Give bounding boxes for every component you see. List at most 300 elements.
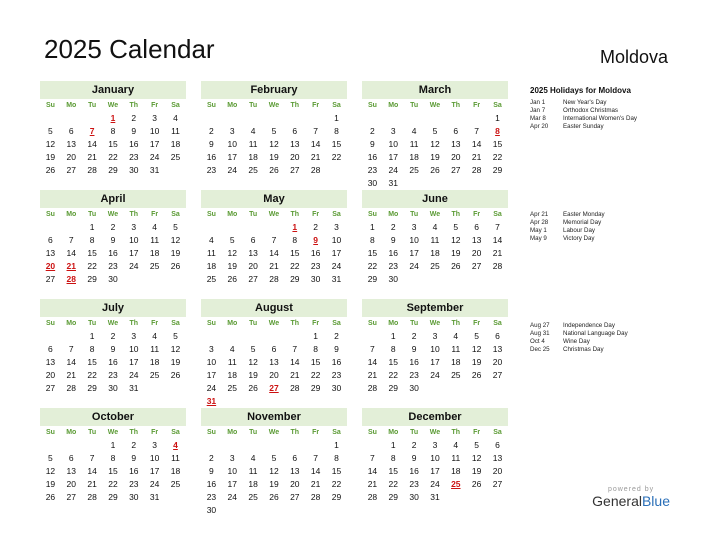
day-cell: 4	[250, 453, 256, 463]
day-cell	[165, 273, 186, 286]
week-row	[201, 164, 347, 177]
day-cell: 27	[66, 165, 76, 175]
week-row	[362, 382, 508, 395]
day-cell: 26	[170, 261, 181, 271]
day-cell: 4	[209, 235, 214, 245]
week-row	[201, 478, 347, 491]
day-cell: 22	[87, 370, 97, 380]
day-cell: 8	[89, 235, 95, 245]
day-cell: 25	[248, 165, 258, 175]
day-cell: 13	[290, 139, 300, 149]
day-cell: 22	[331, 479, 342, 489]
holiday-group	[530, 211, 705, 243]
day-cell: 7	[68, 344, 74, 354]
weekday-label: We	[429, 320, 441, 327]
holiday-date: Aug 31	[530, 330, 550, 337]
day-cell: 7	[68, 235, 74, 245]
holiday-row	[530, 227, 705, 235]
day-cell: 12	[248, 357, 258, 367]
day-cell: 29	[367, 274, 378, 284]
day-cell: 20	[471, 248, 482, 258]
weekday-label: Fr	[312, 211, 320, 218]
day-cell: 7	[313, 453, 318, 463]
day-cell: 1	[110, 113, 116, 123]
day-cell: 25	[248, 492, 258, 502]
day-cell: 13	[45, 357, 56, 367]
day-cell: 25	[451, 479, 461, 489]
weekday-label: Su	[367, 102, 377, 109]
day-cell: 27	[492, 370, 503, 380]
weekday-label: Tu	[410, 320, 419, 327]
day-cell: 5	[271, 453, 277, 463]
week-row	[362, 260, 508, 273]
day-cell: 11	[451, 453, 461, 463]
day-cell: 6	[495, 440, 500, 450]
day-cell: 4	[453, 440, 459, 450]
day-cell: 11	[248, 139, 258, 149]
week-row	[362, 330, 508, 343]
day-cell: 13	[492, 344, 503, 354]
day-cell: 10	[129, 235, 139, 245]
day-cell: 29	[388, 383, 398, 393]
holiday-name: Wine Day	[563, 338, 590, 345]
holiday-name: Orthodox Christmas	[563, 107, 619, 114]
day-cell: 19	[170, 357, 181, 367]
day-cell: 28	[269, 274, 279, 284]
day-cell: 25	[170, 152, 181, 162]
day-cell: 30	[310, 274, 321, 284]
week-row	[201, 247, 347, 260]
day-cell	[305, 395, 326, 408]
weekday-label: We	[268, 102, 280, 109]
day-cell: 19	[248, 370, 258, 380]
day-cell: 31	[430, 492, 440, 502]
day-cell: 17	[227, 152, 237, 162]
day-cell: 6	[474, 222, 479, 232]
week-row	[362, 234, 508, 247]
day-cell	[144, 273, 165, 286]
week-row	[40, 439, 186, 452]
day-cell: 28	[87, 165, 97, 175]
day-cell: 26	[45, 165, 56, 175]
day-cell: 26	[269, 492, 279, 502]
day-cell	[243, 504, 264, 517]
week-row	[40, 112, 186, 125]
day-cell	[222, 112, 243, 125]
day-cell: 18	[170, 466, 181, 476]
week-row	[201, 369, 347, 382]
holiday-date: Oct 4	[530, 338, 545, 345]
day-cell: 6	[271, 344, 277, 354]
day-cell: 30	[367, 178, 378, 188]
holiday-name: New Year's Day	[563, 99, 607, 106]
week-row	[362, 112, 508, 125]
day-cell: 3	[229, 453, 235, 463]
day-cell: 1	[370, 222, 375, 232]
week-row	[201, 504, 347, 517]
day-cell: 17	[149, 466, 160, 476]
weekday-header-row	[201, 208, 347, 221]
day-cell	[264, 439, 285, 452]
month-header: June	[362, 190, 508, 208]
day-cell: 19	[430, 152, 440, 162]
holiday-group	[530, 322, 705, 354]
day-cell	[201, 439, 222, 452]
day-cell: 15	[331, 466, 342, 476]
day-cell	[222, 439, 243, 452]
week-row	[362, 125, 508, 138]
day-cell: 10	[430, 453, 440, 463]
day-cell: 20	[290, 152, 300, 162]
month-december	[362, 408, 508, 504]
day-cell	[284, 330, 305, 343]
weekday-label: We	[107, 429, 119, 436]
day-cell: 26	[248, 383, 258, 393]
day-cell: 25	[170, 479, 181, 489]
day-cell	[61, 330, 82, 343]
day-cell: 13	[269, 357, 279, 367]
weekday-label: Sa	[493, 429, 502, 436]
weekday-label: Su	[367, 320, 377, 327]
day-cell	[144, 382, 165, 395]
day-cell: 3	[131, 331, 137, 341]
day-cell: 18	[227, 370, 237, 380]
day-cell: 6	[48, 235, 53, 245]
day-cell: 19	[45, 479, 56, 489]
day-cell	[466, 112, 487, 125]
weekday-label: Fr	[151, 429, 159, 436]
day-cell: 24	[129, 261, 139, 271]
day-cell: 3	[390, 126, 396, 136]
weekday-label: Th	[129, 211, 139, 218]
day-cell: 19	[269, 479, 279, 489]
holiday-date: Mar 8	[530, 115, 546, 122]
day-cell	[466, 382, 487, 395]
day-cell: 21	[87, 479, 97, 489]
day-cell: 6	[68, 453, 74, 463]
day-cell: 14	[367, 357, 378, 367]
day-cell: 11	[430, 235, 440, 245]
day-cell: 16	[108, 357, 118, 367]
week-row	[362, 491, 508, 504]
day-cell: 30	[388, 274, 398, 284]
week-row	[201, 221, 347, 234]
week-row	[201, 439, 347, 452]
day-cell	[305, 112, 326, 125]
day-cell	[40, 112, 61, 125]
day-cell: 10	[331, 235, 342, 245]
day-cell	[201, 112, 222, 125]
week-row	[201, 138, 347, 151]
day-cell: 16	[331, 357, 342, 367]
week-row	[40, 234, 186, 247]
day-cell: 6	[292, 453, 298, 463]
weekday-label: Th	[451, 320, 461, 327]
week-row	[201, 395, 347, 408]
holiday-date: May 1	[530, 227, 547, 234]
day-cell	[82, 112, 103, 125]
day-cell	[326, 395, 347, 408]
day-cell: 19	[45, 152, 56, 162]
day-cell: 2	[334, 331, 339, 341]
day-cell	[326, 164, 347, 177]
day-cell: 25	[149, 370, 160, 380]
day-cell: 5	[250, 344, 256, 354]
day-cell: 5	[48, 453, 53, 463]
weekday-header-row	[40, 208, 186, 221]
day-cell: 28	[471, 165, 482, 175]
month-january	[40, 81, 186, 177]
day-cell: 24	[227, 492, 237, 502]
weekday-label: Mo	[227, 429, 238, 436]
day-cell: 8	[110, 126, 116, 136]
day-cell: 19	[227, 261, 237, 271]
week-row	[362, 465, 508, 478]
day-cell: 8	[334, 126, 339, 136]
weekday-label: Tu	[88, 102, 97, 109]
month-june	[362, 190, 508, 286]
day-cell: 28	[290, 383, 300, 393]
holiday-row	[530, 99, 705, 107]
day-cell	[61, 439, 82, 452]
day-cell: 4	[173, 440, 178, 450]
day-cell: 29	[87, 274, 97, 284]
day-cell: 26	[45, 492, 56, 502]
day-cell: 8	[390, 453, 396, 463]
day-cell: 20	[492, 466, 503, 476]
day-cell: 28	[492, 261, 503, 271]
week-row	[362, 356, 508, 369]
day-cell: 1	[292, 222, 298, 232]
day-cell: 29	[388, 492, 398, 502]
day-cell: 23	[388, 261, 398, 271]
month-header: April	[40, 190, 186, 208]
day-cell: 8	[334, 453, 339, 463]
weekday-label: Sa	[493, 211, 502, 218]
day-cell: 21	[66, 370, 76, 380]
day-cell	[425, 112, 446, 125]
day-cell: 21	[471, 152, 482, 162]
weekday-label: Tu	[410, 102, 419, 109]
day-cell: 5	[474, 331, 479, 341]
day-cell: 28	[367, 492, 378, 502]
day-cell: 2	[209, 453, 214, 463]
country-name: Moldova	[599, 47, 668, 67]
weekday-label: Mo	[388, 429, 399, 436]
weekday-label: Sa	[332, 211, 341, 218]
day-cell	[383, 112, 404, 125]
holiday-date: Apr 28	[530, 219, 549, 226]
day-cell: 16	[129, 466, 139, 476]
month-header: December	[362, 408, 508, 426]
day-cell: 17	[227, 479, 237, 489]
day-cell: 10	[149, 126, 160, 136]
weekday-label: We	[268, 429, 280, 436]
weekday-label: Sa	[332, 320, 341, 327]
week-row	[362, 369, 508, 382]
month-march	[362, 81, 508, 190]
day-cell	[404, 112, 425, 125]
day-cell: 26	[471, 370, 482, 380]
day-cell: 20	[269, 370, 279, 380]
weekday-label: Th	[451, 102, 461, 109]
day-cell: 26	[430, 165, 440, 175]
weekday-label: We	[107, 102, 119, 109]
day-cell: 22	[290, 261, 300, 271]
month-header: February	[201, 81, 347, 99]
day-cell	[40, 330, 61, 343]
day-cell: 25	[149, 261, 160, 271]
week-row	[40, 125, 186, 138]
day-cell: 28	[66, 383, 76, 393]
day-cell	[284, 504, 305, 517]
day-cell: 22	[87, 261, 97, 271]
day-cell: 1	[89, 331, 95, 341]
week-row	[362, 177, 508, 190]
day-cell: 14	[310, 139, 321, 149]
day-cell: 24	[129, 370, 139, 380]
week-row	[40, 247, 186, 260]
holiday-date: Jan 7	[530, 107, 546, 114]
day-cell: 24	[149, 479, 160, 489]
day-cell: 9	[411, 344, 417, 354]
day-cell: 28	[310, 492, 321, 502]
day-cell: 2	[411, 331, 417, 341]
day-cell: 2	[131, 440, 137, 450]
day-cell: 22	[310, 370, 321, 380]
day-cell: 18	[451, 466, 461, 476]
weekday-label: Su	[45, 211, 55, 218]
day-cell	[61, 112, 82, 125]
day-cell: 2	[411, 440, 417, 450]
day-cell: 14	[290, 357, 300, 367]
day-cell: 23	[108, 261, 118, 271]
day-cell: 1	[495, 113, 500, 123]
day-cell: 20	[66, 479, 76, 489]
weekday-label: We	[429, 429, 441, 436]
holiday-date: Jan 1	[530, 99, 546, 106]
month-november	[201, 408, 347, 517]
weekday-label: Sa	[171, 102, 180, 109]
day-cell: 8	[89, 344, 95, 354]
day-cell: 24	[227, 165, 237, 175]
day-cell: 2	[110, 222, 116, 232]
day-cell	[445, 177, 466, 190]
day-cell: 26	[269, 165, 279, 175]
day-cell: 9	[131, 126, 137, 136]
weekday-header-row	[362, 99, 508, 112]
day-cell: 13	[492, 453, 503, 463]
month-header: July	[40, 299, 186, 317]
weekday-label: Su	[206, 429, 216, 436]
day-cell	[466, 491, 487, 504]
holiday-name: Labour Day	[563, 227, 595, 234]
day-cell: 27	[290, 492, 300, 502]
day-cell: 20	[45, 370, 56, 380]
week-row	[362, 452, 508, 465]
holiday-name: Victory Day	[563, 235, 595, 242]
holiday-name: Memorial Day	[563, 219, 602, 226]
day-cell: 14	[66, 357, 76, 367]
day-cell: 12	[269, 466, 279, 476]
day-cell	[445, 491, 466, 504]
day-cell: 8	[313, 344, 318, 354]
day-cell: 17	[430, 466, 440, 476]
day-cell: 17	[331, 248, 342, 258]
day-cell: 7	[313, 126, 318, 136]
week-row	[40, 151, 186, 164]
day-cell: 27	[451, 165, 461, 175]
day-cell: 16	[367, 152, 378, 162]
day-cell: 7	[89, 453, 95, 463]
day-cell: 27	[66, 492, 76, 502]
day-cell	[487, 273, 508, 286]
day-cell: 6	[48, 344, 53, 354]
day-cell	[487, 177, 508, 190]
day-cell: 19	[471, 466, 482, 476]
day-cell: 20	[45, 261, 56, 271]
holiday-date: Aug 27	[530, 322, 550, 329]
day-cell	[222, 330, 243, 343]
day-cell: 12	[471, 453, 482, 463]
day-cell	[284, 439, 305, 452]
week-row	[362, 221, 508, 234]
week-row	[362, 151, 508, 164]
day-cell	[487, 491, 508, 504]
day-cell: 4	[173, 113, 178, 123]
day-cell	[404, 177, 425, 190]
day-cell: 12	[170, 235, 181, 245]
day-cell: 27	[492, 479, 503, 489]
weekday-label: We	[107, 320, 119, 327]
day-cell: 12	[170, 344, 181, 354]
day-cell: 8	[292, 235, 298, 245]
holiday-row	[530, 322, 705, 330]
day-cell	[305, 504, 326, 517]
day-cell: 27	[45, 383, 56, 393]
day-cell: 13	[45, 248, 56, 258]
day-cell: 31	[149, 165, 160, 175]
day-cell: 6	[453, 126, 459, 136]
day-cell: 16	[108, 248, 118, 258]
day-cell: 18	[451, 357, 461, 367]
weekday-label: Mo	[66, 429, 77, 436]
day-cell: 17	[430, 357, 440, 367]
day-cell: 13	[248, 248, 258, 258]
day-cell	[82, 439, 103, 452]
day-cell: 9	[390, 235, 396, 245]
day-cell: 18	[248, 479, 258, 489]
weekday-label: Su	[206, 211, 216, 218]
weekday-label: Th	[290, 320, 300, 327]
day-cell: 3	[229, 126, 235, 136]
day-cell: 4	[411, 126, 417, 136]
weekday-label: Tu	[410, 211, 419, 218]
brand-logo	[592, 493, 670, 509]
day-cell: 24	[331, 261, 342, 271]
day-cell: 2	[209, 126, 214, 136]
day-cell: 13	[290, 466, 300, 476]
day-cell: 23	[310, 261, 321, 271]
day-cell: 4	[229, 344, 235, 354]
week-row	[201, 491, 347, 504]
day-cell: 28	[310, 165, 321, 175]
day-cell: 27	[269, 383, 279, 393]
day-cell: 22	[108, 479, 118, 489]
day-cell	[222, 504, 243, 517]
day-cell: 24	[149, 152, 160, 162]
day-cell: 24	[206, 383, 217, 393]
